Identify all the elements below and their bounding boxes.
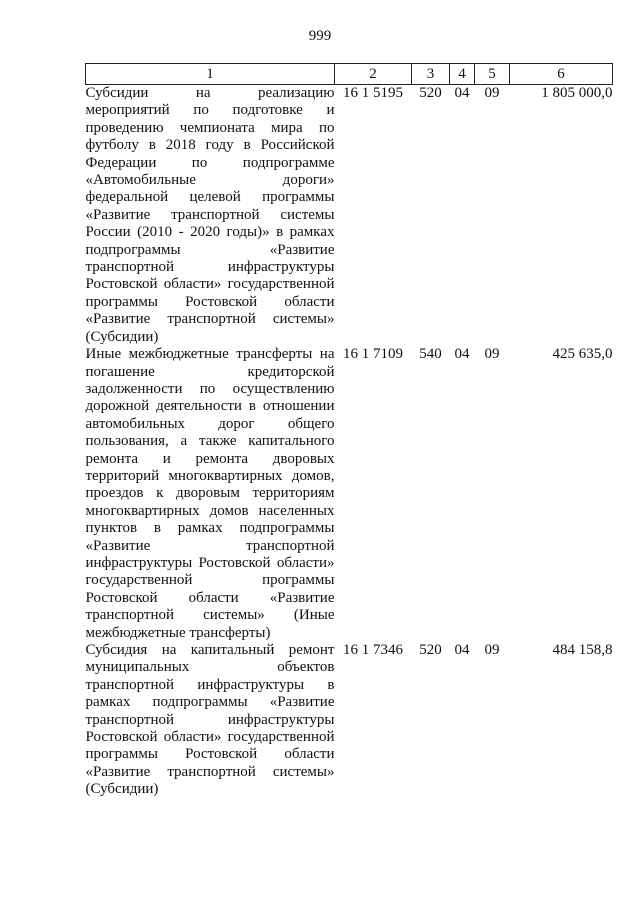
- column-header-2: 2: [335, 64, 412, 85]
- row-description: Субсидия на капитальный ремонт муниципальных объектов транспортной инфраструктуры в рамках подпрограммы «Развитие транспортной инфраструктуры Ростовской области» государственной программы Ростовской области «Развитие транспортной системы» (Субсидии): [85, 642, 335, 798]
- row-section: 04: [454, 85, 470, 101]
- row-description: Иные межбюджетные трансферты на погашение кредиторской задолженности по осуществлению дорожной деятельности в отношении автомобильных дорог общего пользования, а также капитального ремонта и ремонта дворовых территорий многоквартирных домов, проездов к дворовым территориям многоквартирных домов населенных пунктов в рамках подпрограммы «Развитие транспортной инфраструктуры Ростовской области» государственной программы Ростовской области «Развитие транспортной системы» (Иные межбюджетные трансферты): [85, 346, 335, 641]
- row-subsection: 09: [484, 85, 500, 101]
- column-header-1: 1: [86, 64, 335, 85]
- row-amount: 1 805 000,0: [541, 85, 613, 101]
- row-target-article: 16 1 7109: [343, 346, 403, 363]
- column-header-4: 4: [450, 64, 475, 85]
- table-row: [86, 642, 613, 799]
- row-subsection: 09: [484, 346, 500, 363]
- row-description: Субсидии на реализацию мероприятий по подготовке и проведению чемпионата мира по футболу в 2018 году в Российской Федерации по подпрограмме «Автомобильные дороги» федеральной целевой программы «Развитие транспортной системы России (2010 - 2020 годы)» в рамках подпрограммы «Развитие транспортной инфраструктуры Ростовской области» государственной программы Ростовской области «Развитие транспортной системы» (Субсидии): [85, 85, 335, 345]
- row-expense-type: 520: [419, 85, 442, 101]
- row-section: 04: [454, 346, 470, 363]
- row-amount: 484 158,8: [552, 642, 613, 658]
- column-header-6: 6: [510, 64, 613, 85]
- column-header-3: 3: [412, 64, 450, 85]
- row-amount: 425 635,0: [552, 346, 613, 363]
- row-expense-type: 520: [419, 642, 442, 658]
- row-target-article: 16 1 5195: [343, 85, 403, 101]
- row-target-article: 16 1 7346: [343, 642, 403, 658]
- header-row: [86, 64, 613, 85]
- row-subsection: 09: [484, 642, 500, 658]
- row-expense-type: 540: [419, 346, 442, 363]
- page-number: 999: [308, 28, 332, 44]
- column-header-5: 5: [475, 64, 510, 85]
- budget-table: [85, 63, 613, 799]
- table-body: [86, 85, 613, 799]
- table-row: [86, 346, 613, 642]
- table-row: [86, 85, 613, 347]
- row-section: 04: [454, 642, 470, 658]
- table-header: [86, 64, 613, 85]
